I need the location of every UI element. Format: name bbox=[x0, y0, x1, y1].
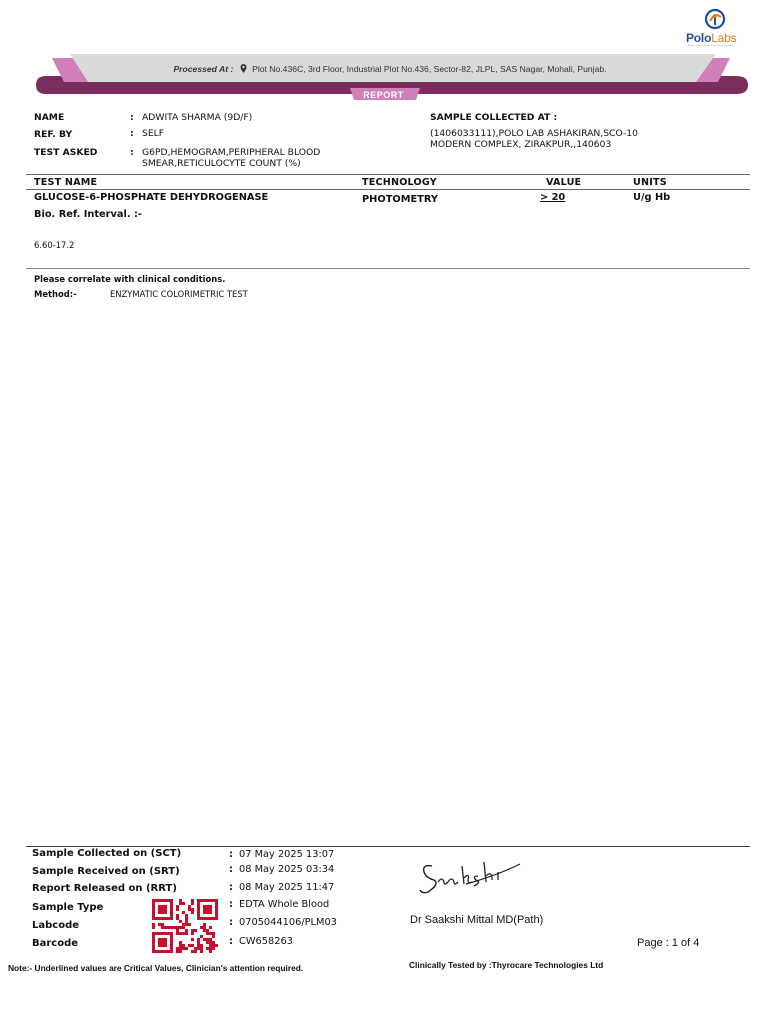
refby-label: REF. BY bbox=[34, 129, 73, 140]
col-header-value: VALUE bbox=[546, 177, 582, 188]
bio-ref-label: Bio. Ref. Interval. :- bbox=[34, 209, 142, 220]
sct-label: Sample Collected on (SCT) bbox=[32, 848, 182, 859]
doctor-name: Dr Saakshi Mittal MD(Path) bbox=[410, 914, 544, 926]
brand-tagline: Rapid Treatment Begins with Right Diagnosis bbox=[688, 45, 733, 47]
col-header-units: UNITS bbox=[633, 177, 667, 188]
test-asked-label: TEST ASKED bbox=[34, 147, 98, 158]
bio-ref-value: 6.60-17.2 bbox=[34, 240, 75, 250]
rrt-value: 08 May 2025 11:47 bbox=[239, 882, 335, 893]
srt-label: Sample Received on (SRT) bbox=[32, 866, 180, 877]
method-label: Method:- bbox=[34, 289, 77, 299]
collected-at-label: SAMPLE COLLECTED AT : bbox=[430, 112, 558, 123]
col-header-test-name: TEST NAME bbox=[34, 177, 98, 188]
brand-name: PoloLabs bbox=[686, 31, 737, 45]
logo-emblem-icon bbox=[704, 8, 726, 30]
critical-values-note: Note:- Underlined values are Critical Values, Clinician's attention required. bbox=[8, 963, 304, 973]
name-colon: : bbox=[130, 112, 134, 123]
report-label: REPORT bbox=[363, 90, 404, 100]
barcode-label: Barcode bbox=[32, 938, 79, 949]
results-end-rule bbox=[26, 268, 750, 269]
refby-value: SELF bbox=[142, 128, 165, 139]
rrt-colon: : bbox=[229, 882, 233, 893]
patient-name: ADWITA SHARMA (9D/F) bbox=[142, 112, 253, 123]
barcode-value: CW658263 bbox=[239, 936, 293, 947]
sample-type-colon: : bbox=[229, 899, 233, 910]
result-test-name: GLUCOSE-6-PHOSPHATE DEHYDROGENASE bbox=[34, 192, 269, 203]
barcode-colon: : bbox=[229, 936, 233, 947]
sample-type-value: EDTA Whole Blood bbox=[239, 899, 330, 910]
method-value: ENZYMATIC COLORIMETRIC TEST bbox=[110, 289, 248, 299]
collected-at-line1: (1406033111),POLO LAB ASHAKIRAN,SCO-10 bbox=[430, 128, 638, 139]
labcode-label: Labcode bbox=[32, 920, 80, 931]
correlate-note: Please correlate with clinical conditions. bbox=[34, 274, 226, 284]
footer-rule bbox=[26, 846, 750, 847]
rrt-label: Report Released on (RRT) bbox=[32, 883, 177, 894]
sct-colon: : bbox=[229, 849, 233, 860]
refby-colon: : bbox=[130, 128, 134, 139]
test-asked-line2: SMEAR,RETICULOCYTE COUNT (%) bbox=[142, 158, 301, 169]
col-header-technology: TECHNOLOGY bbox=[362, 177, 437, 188]
table-top-rule bbox=[26, 174, 750, 175]
result-technology: PHOTOMETRY bbox=[362, 194, 438, 205]
result-units: U/g Hb bbox=[633, 192, 671, 203]
qr-code-icon bbox=[152, 899, 218, 955]
table-header-rule bbox=[26, 189, 750, 190]
sample-type-label: Sample Type bbox=[32, 902, 104, 913]
brand-logo bbox=[684, 6, 756, 48]
test-asked-colon: : bbox=[130, 147, 134, 158]
name-label: NAME bbox=[34, 112, 65, 123]
tested-by: Clinically Tested by :Thyrocare Technologies Ltd bbox=[409, 960, 604, 970]
location-pin-icon bbox=[240, 64, 247, 73]
processed-address: Plot No.436C, 3rd Floor, Industrial Plot No.436, Sector-82, JLPL, SAS Nagar, Mohali, Punjab. bbox=[252, 64, 607, 74]
page-number: Page : 1 of 4 bbox=[637, 937, 700, 949]
labcode-value: 0705044106/PLM03 bbox=[239, 917, 337, 928]
processed-at bbox=[130, 64, 650, 74]
result-value: > 20 bbox=[540, 192, 566, 203]
test-asked-line1: G6PD,HEMOGRAM,PERIPHERAL BLOOD bbox=[142, 147, 321, 158]
signature-icon bbox=[416, 852, 524, 898]
srt-value: 08 May 2025 03:34 bbox=[239, 864, 335, 875]
sct-value: 07 May 2025 13:07 bbox=[239, 849, 335, 860]
collected-at-line2: MODERN COMPLEX, ZIRAKPUR,,140603 bbox=[430, 139, 612, 150]
labcode-colon: : bbox=[229, 917, 233, 928]
srt-colon: : bbox=[229, 864, 233, 875]
processed-label: Processed At : bbox=[173, 64, 234, 74]
